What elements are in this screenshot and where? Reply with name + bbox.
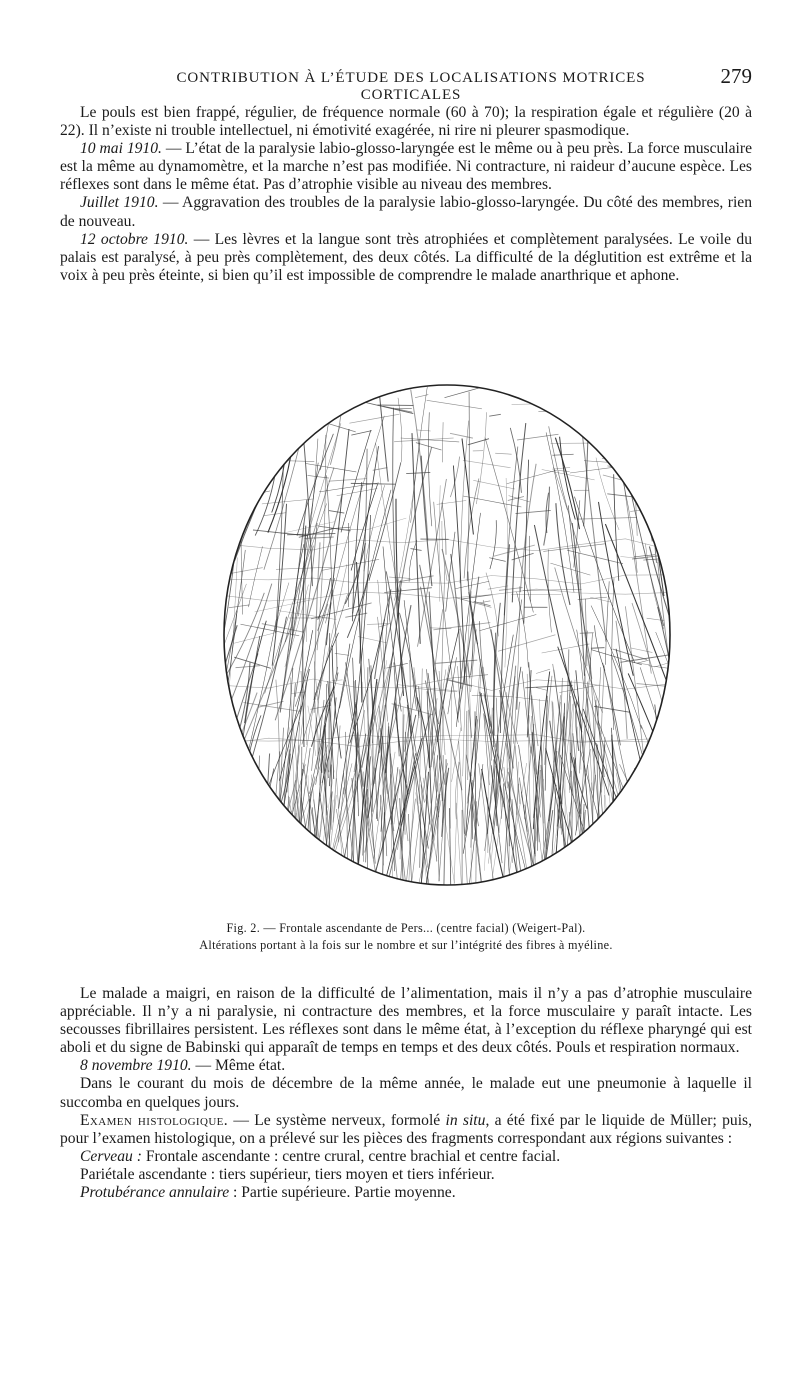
paragraph-text: — Aggravation des troubles de la paralysie labio-glosso-laryngée. Du côté des membres, rien de nouveau.	[60, 194, 752, 230]
running-head	[60, 64, 752, 103]
paragraph-october-1910	[60, 231, 752, 285]
body-text-bottom	[60, 985, 752, 1202]
microscope-section-drawing	[218, 377, 676, 893]
paragraph-text: : Partie supérieure. Partie moyenne.	[229, 1184, 456, 1202]
paragraph-text: — Les lèvres et la langue sont très atrophiées et complètement paralysées. Le voile du palais est paralysé, à peu près complètement, des deux côtés. La difficulté de la déglutition est extrême et la voix à peu près éteinte, si bien qu’il est impossible de comprendre le malade anarthrique et aphone.	[60, 230, 752, 284]
page-number: 279	[720, 64, 752, 88]
section-heading: Examen histologique.	[80, 1111, 229, 1129]
paragraph-text: Pariétale ascendante : tiers supérieur, tiers moyen et tiers inférieur.	[80, 1165, 495, 1183]
region-label: Cerveau :	[80, 1147, 142, 1165]
paragraph-parietale	[60, 1166, 752, 1184]
paragraph-may-1910	[60, 140, 752, 194]
latin-term: in situ	[445, 1111, 486, 1129]
paragraph-protuberance	[60, 1184, 752, 1202]
paragraph-histology	[60, 1112, 752, 1148]
paragraph-text: Dans le courant du mois de décembre de la même année, le malade eut une pneumonie à laquelle il succomba en quelques jours.	[60, 1075, 752, 1111]
body-text-top	[60, 104, 752, 285]
paragraph-pulse	[60, 104, 752, 140]
caption-description: Altérations portant à la fois sur le nombre et sur l’intégrité des fibres à myéline.	[199, 938, 613, 952]
paragraph-text: Le pouls est bien frappé, régulier, de fréquence normale (60 à 70); la respiration égale et régulière (20 à 22). Il n’existe ni trouble intellectuel, ni émotivité exagérée, ni rire ni pleurer spasmodique.	[60, 104, 752, 140]
paragraph-weight-loss	[60, 985, 752, 1057]
region-label: Protubérance annulaire	[80, 1184, 230, 1202]
paragraph-text: — Le système nerveux, formolé	[228, 1111, 446, 1129]
entry-date: 12 octobre 1910.	[80, 230, 189, 248]
paragraph-july-1910	[60, 194, 752, 230]
caption-title: Fig. 2. — Frontale ascendante de Pers... (centre facial) (Weigert-Pal).	[226, 921, 586, 935]
entry-date: 10 mai 1910.	[80, 140, 162, 158]
paragraph-text: Le malade a maigri, en raison de la difficulté de l’alimentation, mais il n’y a pas d’atrophie musculaire appréciable. Il n’y a ni paralysie, ni contracture des membres, et la force musculaire y paraît intacte. Les secousses fibrillaires persistent. Les réflexes sont dans le même état, à l’exception du réflexe pharyngé qui est aboli et du signe de Babinski qui apparaît de temps en temps et des deux côtés. Pouls et respiration normaux.	[60, 985, 752, 1057]
paragraph-text: , a été fixé par le liquide de Müller; puis, pour l’examen histologique, on a prélevé sur les pièces des fragments correspondant aux régions suivantes :	[60, 1111, 752, 1147]
paragraph-november-1910	[60, 1057, 752, 1075]
myelin-fibres	[218, 382, 676, 893]
running-title: CONTRIBUTION À L’ÉTUDE DES LOCALISATIONS MOTRICES CORTICALES	[176, 70, 646, 103]
paragraph-text: Frontale ascendante : centre crural, centre brachial et centre facial.	[141, 1147, 561, 1165]
figure-caption	[60, 920, 752, 954]
paragraph-cerveau	[60, 1148, 752, 1166]
entry-date: Juillet 1910.	[80, 194, 159, 212]
histology-figure	[218, 377, 676, 893]
paragraph-text: — L’état de la paralysie labio-glosso-laryngée est le même ou à peu près. La force musculaire est la même au dynamomètre, et la marche n’est pas modifiée. Ni contracture, ni raideur d’aucune espèce. Les réflexes sont dans le même état. Pas d’atrophie visible au niveau des membres.	[60, 140, 753, 194]
paragraph-december	[60, 1075, 752, 1111]
entry-date: 8 novembre 1910.	[80, 1057, 192, 1075]
paragraph-text: — Même état.	[191, 1057, 286, 1075]
